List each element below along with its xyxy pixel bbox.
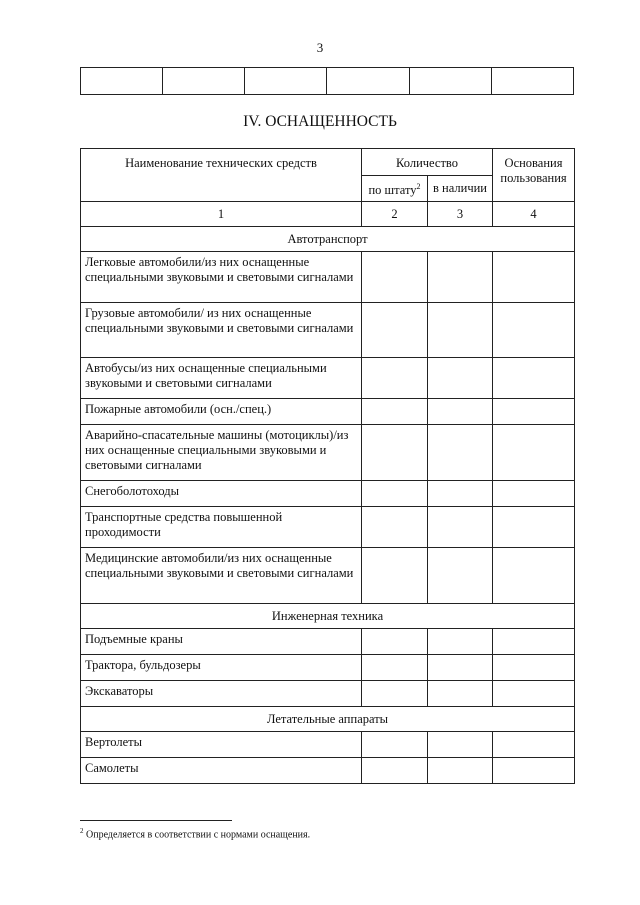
column-number-row <box>81 202 575 227</box>
table-row <box>81 399 575 425</box>
table-row <box>81 629 575 655</box>
empty-cell <box>491 68 573 95</box>
group-title: Инженерная техника <box>81 604 575 629</box>
table-row <box>81 681 575 707</box>
empty-cell <box>493 507 575 548</box>
empty-cell <box>245 68 327 95</box>
empty-cell <box>428 629 493 655</box>
empty-cell <box>409 68 491 95</box>
footnote <box>80 827 310 840</box>
empty-cell <box>493 358 575 399</box>
empty-cell <box>428 303 493 358</box>
equipment-name: Экскаваторы <box>81 681 362 707</box>
empty-cell <box>493 732 575 758</box>
table-row <box>81 732 575 758</box>
empty-cell <box>493 758 575 784</box>
empty-cell <box>428 548 493 604</box>
empty-cell <box>428 681 493 707</box>
table-row <box>81 481 575 507</box>
table-row <box>81 758 575 784</box>
table-row <box>81 252 575 303</box>
empty-cell <box>362 758 428 784</box>
empty-cell <box>493 425 575 481</box>
header-by-staff-text: по штату <box>368 183 417 198</box>
empty-cell <box>428 732 493 758</box>
group-title: Летательные аппараты <box>81 707 575 732</box>
empty-cell <box>428 655 493 681</box>
table-row <box>81 655 575 681</box>
empty-cell <box>428 425 493 481</box>
empty-cell <box>493 252 575 303</box>
empty-cell <box>362 681 428 707</box>
equipment-name: Пожарные автомобили (осн./спец.) <box>81 399 362 425</box>
equipment-name: Транспортные средства повышенной проходимости <box>81 507 362 548</box>
empty-cell <box>362 732 428 758</box>
equipment-name: Снегоболотоходы <box>81 481 362 507</box>
empty-cell <box>163 68 245 95</box>
empty-cell <box>362 548 428 604</box>
group-row <box>81 227 575 252</box>
table-row <box>81 425 575 481</box>
equipment-name: Вертолеты <box>81 732 362 758</box>
empty-cell <box>493 655 575 681</box>
equipment-name: Самолеты <box>81 758 362 784</box>
empty-cell <box>362 425 428 481</box>
header-available: в наличии <box>428 176 493 202</box>
empty-cell <box>428 481 493 507</box>
empty-cell <box>493 681 575 707</box>
footnote-mark: 2 <box>80 827 84 835</box>
group-row <box>81 707 575 732</box>
empty-cell <box>81 68 163 95</box>
empty-cell <box>327 68 409 95</box>
footnote-text: Определяется в соответствии с нормами оснащения. <box>86 829 311 841</box>
equipment-name: Грузовые автомобили/ из них оснащенные специальными звуковыми и световыми сигналами <box>81 303 362 358</box>
equipment-table <box>80 148 575 784</box>
table-row <box>81 548 575 604</box>
footnote-divider <box>80 820 232 821</box>
empty-cell <box>362 399 428 425</box>
equipment-name: Трактора, бульдозеры <box>81 655 362 681</box>
table-row <box>81 507 575 548</box>
header-quantity: Количество <box>362 149 493 176</box>
equipment-name: Автобусы/из них оснащенные специальными звуковыми и световыми сигналами <box>81 358 362 399</box>
empty-cell <box>428 507 493 548</box>
table-row <box>81 303 575 358</box>
table-row <box>81 358 575 399</box>
empty-cell <box>362 303 428 358</box>
empty-cell <box>428 252 493 303</box>
equipment-name: Подъемные краны <box>81 629 362 655</box>
empty-cell <box>362 629 428 655</box>
group-row <box>81 604 575 629</box>
column-number: 4 <box>493 202 575 227</box>
column-number: 2 <box>362 202 428 227</box>
header-basis: Основания пользования <box>493 149 575 202</box>
empty-cell <box>493 303 575 358</box>
column-number: 3 <box>428 202 493 227</box>
empty-cell <box>428 358 493 399</box>
empty-cell <box>428 758 493 784</box>
footnote-ref: 2 <box>416 181 421 191</box>
previous-table-continuation <box>80 67 574 95</box>
page-number: 3 <box>316 40 324 55</box>
equipment-name: Легковые автомобили/из них оснащенные специальными звуковыми и световыми сигналами <box>81 252 362 303</box>
header-by-staff <box>362 176 428 202</box>
empty-cell <box>362 358 428 399</box>
empty-cell <box>493 629 575 655</box>
empty-cell <box>493 399 575 425</box>
header-name: Наименование технических средств <box>81 149 362 202</box>
header-row <box>81 149 575 176</box>
empty-cell <box>362 507 428 548</box>
empty-cell <box>493 481 575 507</box>
empty-cell <box>362 655 428 681</box>
empty-cell <box>493 548 575 604</box>
empty-cell <box>428 399 493 425</box>
section-title: IV. ОСНАЩЕННОСТЬ <box>243 113 397 130</box>
equipment-name: Аварийно-спасательные машины (мотоциклы)/из них оснащенные специальными звуковыми и световыми сигналами <box>81 425 362 481</box>
empty-cell <box>362 252 428 303</box>
equipment-name: Медицинские автомобили/из них оснащенные специальными звуковыми и световыми сигналами <box>81 548 362 604</box>
empty-cell <box>362 481 428 507</box>
column-number: 1 <box>81 202 362 227</box>
group-title: Автотранспорт <box>81 227 575 252</box>
